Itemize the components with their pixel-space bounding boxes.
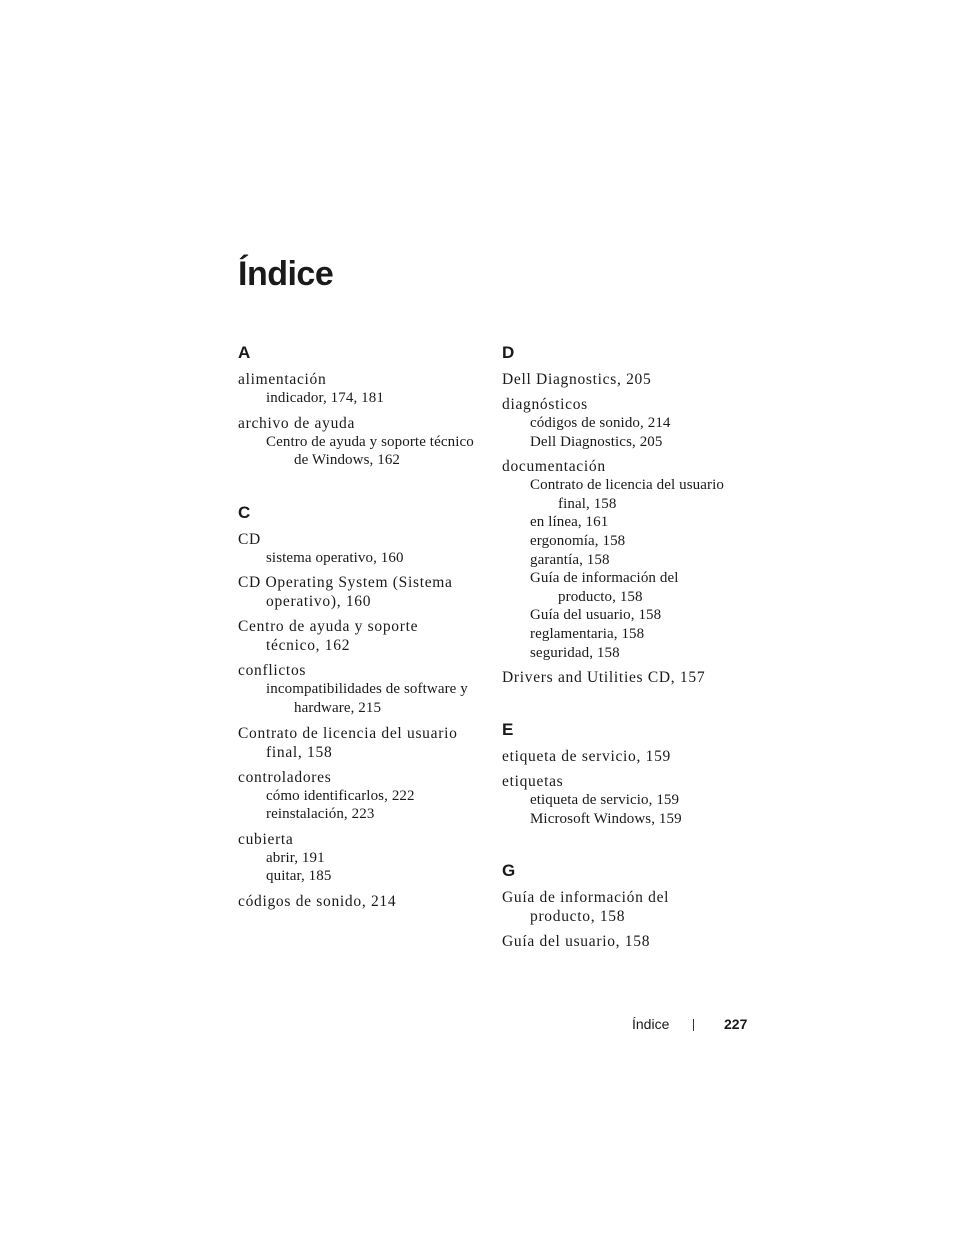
index-subterm: Centro de ayuda y soporte técnico de Windows, 162 bbox=[266, 433, 474, 469]
index-subterm: Dell Diagnostics, 205 bbox=[530, 433, 663, 450]
index-term: códigos de sonido, 214 bbox=[238, 892, 397, 910]
index-term: CD Operating System (Sistema operativo), 160 bbox=[238, 574, 453, 611]
index-entry bbox=[238, 414, 478, 470]
index-section-d bbox=[502, 342, 742, 687]
index-term: Guía del usuario, 158 bbox=[502, 933, 651, 951]
index-subterm: reglamentaria, 158 bbox=[530, 625, 645, 642]
index-term: controladores bbox=[238, 768, 332, 786]
index-subterm: códigos de sonido, 214 bbox=[530, 415, 671, 431]
section-letter: C bbox=[238, 502, 251, 522]
index-section-g bbox=[502, 860, 742, 951]
index-term: alimentación bbox=[238, 371, 327, 388]
index-subterm: en línea, 161 bbox=[530, 514, 609, 531]
index-subterm: sistema operativo, 160 bbox=[266, 549, 404, 566]
index-term: Dell Diagnostics, 205 bbox=[502, 371, 652, 388]
index-term: conflictos bbox=[238, 662, 307, 680]
page-number: 227 bbox=[724, 1016, 748, 1032]
section-letter: G bbox=[502, 861, 516, 881]
index-term: diagnósticos bbox=[502, 396, 588, 413]
index-entry bbox=[502, 370, 742, 389]
index-entry bbox=[238, 830, 478, 886]
index-subterm: Guía del usuario, 158 bbox=[530, 607, 662, 624]
index-entry bbox=[238, 617, 478, 655]
index-subterm: abrir, 191 bbox=[266, 849, 325, 866]
section-letter: A bbox=[238, 343, 251, 362]
footer-separator bbox=[693, 1019, 694, 1031]
index-term: Guía de información del producto, 158 bbox=[502, 889, 670, 926]
index-entry bbox=[238, 768, 478, 824]
index-entry bbox=[238, 370, 478, 408]
page-title: Índice bbox=[238, 255, 334, 293]
index-entry bbox=[502, 772, 742, 828]
index-term: Contrato de licencia del usuario final, 158 bbox=[238, 724, 458, 761]
index-subterm: Contrato de licencia del usuario final, 158 bbox=[530, 477, 724, 512]
index-term: archivo de ayuda bbox=[238, 414, 356, 432]
index-entry bbox=[502, 457, 742, 662]
index-term: Centro de ayuda y soporte técnico, 162 bbox=[238, 618, 419, 655]
section-letter: E bbox=[502, 720, 514, 740]
index-subterm: etiqueta de servicio, 159 bbox=[530, 792, 680, 809]
footer-section-name: Índice bbox=[632, 1016, 670, 1032]
index-subterm: indicador, 174, 181 bbox=[266, 390, 384, 406]
index-section-c bbox=[238, 502, 478, 911]
index-entry bbox=[502, 668, 742, 687]
index-term: etiqueta de servicio, 159 bbox=[502, 748, 672, 766]
index-subterm: garantía, 158 bbox=[530, 551, 610, 568]
index-entry bbox=[238, 573, 478, 611]
index-column-left bbox=[238, 340, 478, 943]
section-letter: D bbox=[502, 343, 515, 362]
index-term: Drivers and Utilities CD, 157 bbox=[502, 669, 706, 687]
index-term: documentación bbox=[502, 458, 606, 476]
index-entry bbox=[502, 395, 742, 451]
index-entry bbox=[238, 661, 478, 717]
index-subterm: Microsoft Windows, 159 bbox=[530, 810, 682, 827]
index-entry bbox=[502, 888, 742, 926]
index-entry bbox=[502, 747, 742, 766]
index-subterm: ergonomía, 158 bbox=[530, 532, 626, 549]
index-section-e bbox=[502, 719, 742, 828]
index-subterm: incompatibilidades de software y hardware, 215 bbox=[266, 681, 468, 716]
index-subterm: cómo identificarlos, 222 bbox=[266, 787, 415, 804]
index-term: etiquetas bbox=[502, 773, 564, 791]
index-entry bbox=[502, 932, 742, 951]
index-column-right bbox=[502, 340, 742, 983]
index-subterm: seguridad, 158 bbox=[530, 644, 620, 661]
index-term: CD bbox=[238, 530, 261, 548]
index-subterm: quitar, 185 bbox=[266, 868, 332, 885]
index-entry bbox=[238, 530, 478, 568]
index-subterm: Guía de información del producto, 158 bbox=[530, 570, 679, 605]
page-footer bbox=[0, 1014, 954, 1034]
index-section-a bbox=[238, 342, 478, 470]
index-subterm: reinstalación, 223 bbox=[266, 806, 375, 823]
index-term: cubierta bbox=[238, 830, 294, 848]
index-entry bbox=[238, 892, 478, 911]
index-entry bbox=[238, 724, 478, 762]
